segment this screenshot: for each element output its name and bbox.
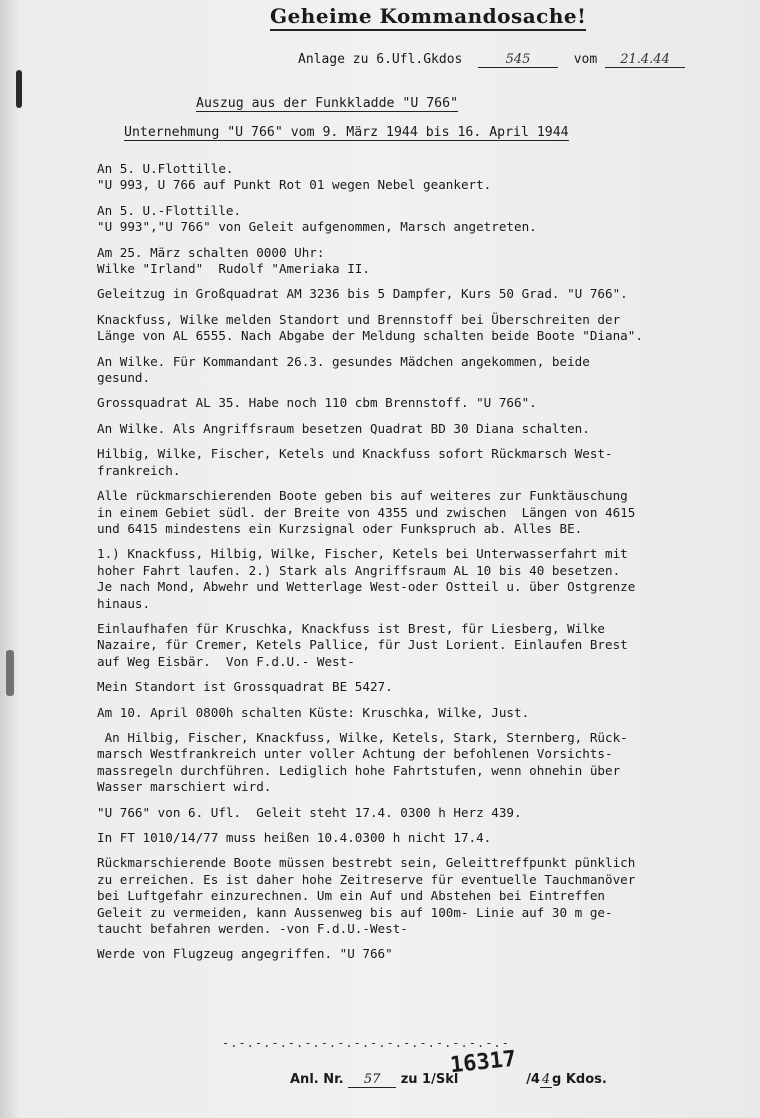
log-line: taucht befahren werden. -von F.d.U.-West- [97, 921, 408, 937]
log-entry [97, 203, 757, 236]
log-line: An 5. U.-Flottille. [97, 202, 242, 218]
log-entry [97, 679, 757, 695]
log-entry [97, 395, 757, 411]
document-title: Geheime Kommandosache! [270, 4, 586, 31]
log-entry [97, 855, 757, 937]
log-line: Wasser marschiert wird. [97, 779, 272, 795]
log-line: 1.) Knackfuss, Hilbig, Wilke, Fischer, Ketels bei Unterwasserfahrt mit [97, 546, 628, 562]
log-line: Wilke "Irland" Rudolf "Ameriaka II. [97, 261, 370, 277]
footer-suffix-b: g Kdos. [551, 1072, 607, 1087]
log-line: hinaus. [97, 595, 151, 611]
log-line: Nazaire, für Cremer, Ketels Pallice, für Just Lorient. Einlaufen Brest [97, 637, 628, 653]
log-line: Geleitzug in Großquadrat AM 3236 bis 5 Dampfer, Kurs 50 Grad. "U 766". [97, 286, 628, 302]
log-line: hoher Fahrt laufen. 2.) Stark als Angriffsraum AL 10 bis 40 besetzen. [97, 562, 621, 578]
log-line: gesund. [97, 370, 151, 386]
punch-mark-bottom [6, 650, 14, 696]
log-line: zu erreichen. Es ist daher hohe Zeitreserve für eventuelle Tauchmanöver [97, 871, 636, 887]
log-line: Einlaufhafen für Kruschka, Knackfuss ist Brest, für Liesberg, Wilke [97, 620, 605, 636]
footer-middle: zu 1/Skl [400, 1072, 459, 1087]
separator-line: -.-.-.-.-.-.-.-.-.-.-.-.-.-.-.-.-.- [222, 1036, 510, 1050]
annex-date: 21.4.44 [605, 52, 685, 68]
log-line: Je nach Mond, Abwehr und Wetterlage West-oder Ostteil u. über Ostgrenze [97, 579, 636, 595]
log-line: und 6415 mindestens ein Kurzsignal oder Funkspruch ab. Alles BE. [97, 520, 583, 536]
log-line: marsch Westfrankreich unter voller Achtung der befohlenen Vorsichts- [97, 746, 613, 762]
footer-anl-number: 57 [348, 1072, 396, 1088]
log-entry [97, 830, 757, 846]
log-line: In FT 1010/14/77 muss heißen 10.4.0300 h nicht 17.4. [97, 830, 492, 845]
log-line: massregeln durchführen. Lediglich hohe Fahrtstufen, wenn ohnehin über [97, 762, 621, 778]
annex-number: 545 [478, 52, 558, 68]
log-line: Länge von AL 6555. Nach Abgabe der Meldung schalten beide Boote "Diana". [97, 328, 643, 344]
extract-heading: Auszug aus der Funkkladde "U 766" [196, 96, 459, 111]
radio-log-body [97, 161, 757, 972]
log-line: Grossquadrat AL 35. Habe noch 110 cbm Brennstoff. "U 766". [97, 395, 537, 411]
punch-mark-top [16, 70, 22, 108]
log-line: An Wilke. Als Angriffsraum besetzen Quadrat BD 30 Diana schalten. [97, 420, 590, 436]
log-entry [97, 446, 757, 479]
log-entry [97, 621, 757, 670]
annex-vom-label: vom [573, 52, 598, 67]
log-line: "U 993, U 766 auf Punkt Rot 01 wegen Nebel geankert. [97, 177, 492, 193]
log-entry [97, 312, 757, 345]
log-entry [97, 421, 757, 437]
log-line: Knackfuss, Wilke melden Standort und Brennstoff bei Überschreiten der [97, 311, 621, 327]
registration-stamp: 16317 [448, 1046, 518, 1079]
log-line: Hilbig, Wilke, Fischer, Ketels und Knackfuss sofort Rückmarsch West- [97, 446, 613, 462]
log-line: An 5. U.Flottille. [97, 161, 234, 176]
footer-suffix-a: /4 [526, 1072, 540, 1087]
footer-reference [290, 1046, 607, 1088]
log-entry [97, 546, 757, 612]
log-entry [97, 354, 757, 387]
log-line: Werde von Flugzeug angegriffen. "U 766" [97, 946, 393, 962]
log-line: Am 25. März schalten 0000 Uhr: [97, 244, 325, 260]
log-line: Am 10. April 0800h schalten Küste: Kruschka, Wilke, Just. [97, 704, 530, 720]
log-line: frankreich. [97, 462, 181, 478]
log-line: bei Luftgefahr einzurechnen. Um ein Auf und Abstehen bei Eintreffen [97, 888, 605, 904]
log-line: "U 766" von 6. Ufl. Geleit steht 17.4. 0300 h Herz 439. [97, 804, 522, 820]
log-entry [97, 245, 757, 278]
log-line: Rückmarschierende Boote müssen bestrebt sein, Geleittreffpunkt pünklich [97, 855, 636, 871]
log-entry [97, 705, 757, 721]
log-line: Geleit zu vermeiden, kann Aussenweg bis auf 100m- Linie auf 30 m ge- [97, 904, 613, 920]
log-entry [97, 730, 757, 796]
footer-prefix: Anl. Nr. [290, 1072, 344, 1087]
annex-reference [298, 52, 685, 68]
log-entry [97, 161, 757, 194]
operation-heading: Unternehmung "U 766" vom 9. März 1944 bis 16. April 1944 [124, 125, 569, 140]
log-entry [97, 946, 757, 962]
log-line: Alle rückmarschierenden Boote geben bis auf weiteres zur Funktäuschung [97, 488, 628, 504]
footer-suffix-hand: 4 [541, 1072, 551, 1087]
log-line: auf Weg Eisbär. Von F.d.U.- West- [97, 653, 355, 669]
log-line: in einem Gebiet südl. der Breite von 4355 und zwischen Längen von 4615 [97, 504, 636, 520]
log-entry [97, 286, 757, 302]
annex-label: Anlage zu 6.Ufl.Gkdos [298, 52, 463, 67]
log-entry [97, 488, 757, 537]
log-line: "U 993","U 766" von Geleit aufgenommen, Marsch angetreten. [97, 219, 537, 235]
log-line: An Hilbig, Fischer, Knackfuss, Wilke, Ketels, Stark, Sternberg, Rück- [97, 729, 628, 745]
log-entry [97, 805, 757, 821]
log-line: Mein Standort ist Grossquadrat BE 5427. [97, 679, 393, 695]
log-line: An Wilke. Für Kommandant 26.3. gesundes Mädchen angekommen, beide [97, 353, 590, 369]
